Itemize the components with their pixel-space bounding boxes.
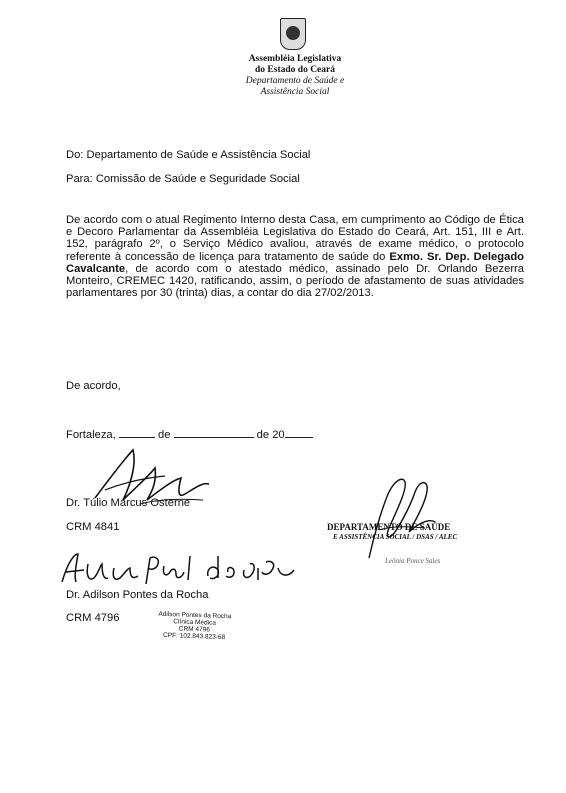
stamp-cpf: CPF: 102.843.823-68	[162, 631, 226, 642]
header-line1: Assembléia Legislativa	[248, 54, 342, 64]
header-line4: Assistência Social	[260, 87, 330, 97]
body-text-2: , de acordo com o atestado médico, assinado pelo Dr. Orlando Bezerra Monteiro, CREMEC 1420, ratificando, assim, o período de afastamento de suas atividades parlamentares por 30 (trinta) dias, a contar do dia 27/02/2013.	[66, 262, 524, 300]
closing-text: De acordo,	[66, 380, 121, 392]
doctor-stamp	[158, 611, 232, 642]
assembly-seal-logo	[280, 18, 306, 50]
stamp-name: Adilson Pontes da Rocha	[158, 610, 232, 621]
signature-3	[355, 470, 445, 565]
header-institution	[200, 54, 390, 76]
date-de2: de 20	[256, 429, 285, 441]
department-stamp-subtitle: E ASSISTÊNCIA SOCIAL / DSAS / ALEC	[333, 533, 458, 541]
header-line2: do Estado do Ceará	[255, 65, 335, 75]
memo-from: Do: Departamento de Saúde e Assistência Social	[66, 149, 311, 161]
body-text-bold: Exmo. Sr. Dep. Delegado Cavalcante	[66, 250, 524, 275]
header-line3: Departamento de Saúde e	[245, 76, 345, 86]
date-de1: de	[157, 429, 171, 441]
body-text-1: De acordo com o atual Regimento Interno desta Casa, em cumprimento ao Código de Ética e Decoro Parlamentar da Assembléia Legislativa do Estado do Ceará, Art. 151, III e Art. 152, parágrafo 2º, o Serviço Médico avaliou, através de exame médico, o protocolo referente à concessão de licença para tratamento de saúde do	[66, 214, 524, 263]
stamp-crm: CRM 4796	[178, 625, 211, 634]
signatory2-name: Dr. Adilson Pontes da Rocha	[66, 589, 209, 601]
signatory2-crm: CRM 4796	[66, 612, 120, 624]
department-stamp-title: DEPARTAMENTO DE SAÚDE	[327, 522, 451, 532]
department-stamp-signer: Leônia Ponce Sales	[385, 557, 441, 565]
header-department	[200, 76, 390, 98]
signatory1-crm: CRM 4841	[66, 521, 120, 533]
date-year-blank	[285, 437, 313, 438]
signatory1-name: Dr. Túlio Marcus Osterne	[66, 497, 191, 509]
body-paragraph	[66, 214, 524, 299]
date-city: Fortaleza,	[66, 429, 116, 441]
stamp-specialty: Clínica Médica	[173, 618, 217, 627]
memo-to: Para: Comissão de Saúde e Seguridade Social	[66, 173, 300, 185]
signature-2	[58, 548, 298, 588]
